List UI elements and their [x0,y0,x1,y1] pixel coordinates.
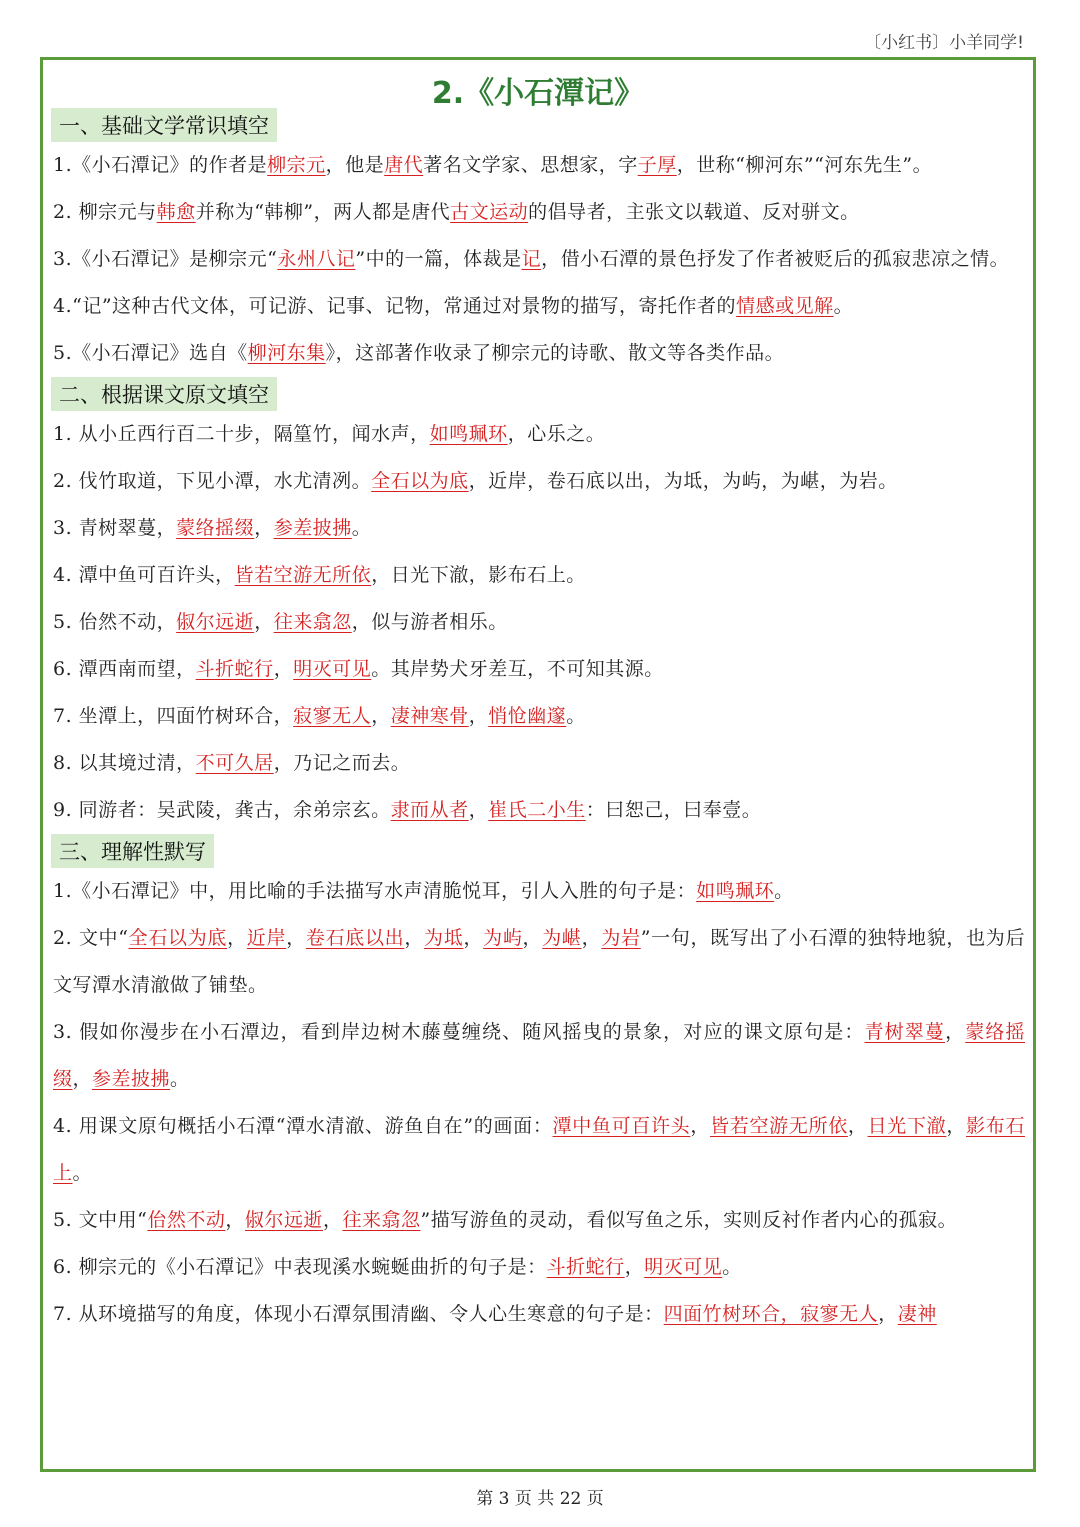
question-text: 。 [833,295,854,317]
question-text: ”一句，既写出了小石潭的独特地貌，也为后文写潭水清澈做了铺垫。 [53,927,1025,996]
answer-text: 明灭可见 [293,658,372,680]
answer-text: 情感或见解 [736,295,834,317]
question-text: ，世称“柳河东”“河东先生”。 [676,154,933,176]
question-text: ， [463,927,484,949]
answer-text: 崔氏二小生 [488,799,586,821]
question-text: ， [254,611,274,633]
answer-text: 古文运动 [450,201,529,223]
question-text: 5. 文中用“ [53,1209,148,1231]
question-text: 1.《小石潭记》的作者是 [53,154,268,176]
answer-text: 永州八记 [277,248,356,270]
answer-text: 全石以为底 [371,470,469,492]
answer-text: 凄神寒骨 [390,705,469,727]
answer-text: 俶尔远逝 [176,611,255,633]
question-text: 7. 坐潭上，四面竹树环合， [53,705,294,727]
answer-text: 为嵁 [542,927,582,949]
question-item [53,142,1025,189]
answer-text: 寂寥无人 [293,705,372,727]
question-text: ， [273,658,294,680]
question-item [53,1244,1025,1291]
answer-text: 往来翕忽 [273,611,352,633]
question-item [53,283,1025,330]
question-text: 5.《小石潭记》选自《 [53,342,248,364]
question-text: 。 [566,705,586,727]
answer-text: 韩愈 [156,201,196,223]
answer-text: 蒙络摇缀 [176,517,255,539]
question-text: ， [468,799,489,821]
answer-text: 如鸣珮环 [696,880,775,902]
question-text: 的倡导者，主张文以载道、反对骈文。 [528,201,860,223]
question-text: 9. 同游者：吴武陵，龚古，余弟宗玄。 [53,799,391,821]
question-item [53,740,1025,787]
question-text: ，日光下澈，影布石上。 [371,564,586,586]
question-text: 。 [774,880,794,902]
question-text: ， [227,927,247,949]
question-text: ， [225,1209,245,1231]
question-text: ，乃记之而去。 [273,752,411,774]
answer-text: 俶尔远逝 [244,1209,323,1231]
question-text: ，借小石潭的景色抒发了作者被贬后的孤寂悲凉之情。 [541,248,1010,270]
question-text: 2. 伐竹取道，下见小潭，水尤清冽。 [53,470,372,492]
question-text: 3. 假如你漫步在小石潭边，看到岸边树木藤蔓缠绕、随风摇曳的景象，对应的课文原句是： [53,1021,865,1043]
question-text: 。其岸势犬牙差互，不可知其源。 [371,658,664,680]
section-heading: 三、理解性默写 [51,834,214,868]
question-text: 6. 柳宗元的《小石潭记》中表现溪水蜿蜒曲折的句子是： [53,1256,547,1278]
question-item [53,1103,1025,1197]
answer-text: 参差披拂 [92,1068,171,1090]
answer-text: 皆若空游无所依 [710,1115,848,1137]
section-2-list [43,411,1033,834]
question-text: ， [522,927,543,949]
question-text: 6. 潭西南而望， [53,658,196,680]
section-3 [43,834,1033,1338]
question-text: ”描写游鱼的灵动，看似写鱼之乐，实则反衬作者内心的孤寂。 [420,1209,958,1231]
question-text: ， [371,705,391,727]
answer-text: 为岩 [601,927,641,949]
question-item [53,505,1025,552]
question-text: ， [404,927,425,949]
question-text: 4. 潭中鱼可百许头， [53,564,235,586]
question-text: 3.《小石潭记》是柳宗元“ [53,248,278,270]
answer-text: 往来翕忽 [342,1209,421,1231]
question-text: 。 [170,1068,190,1090]
section-1-list [43,142,1033,377]
question-text: ， [945,1021,966,1043]
answer-text: 柳河东集 [247,342,326,364]
answer-text: 柳宗元 [267,154,326,176]
page-title: 2.《小石潭记》 [431,76,645,111]
question-text: ， [286,927,306,949]
answer-text: 四面竹树环合，寂寥无人 [663,1303,879,1325]
question-item [53,552,1025,599]
answer-text: 影布石上 [53,1115,1025,1184]
question-text: ， [624,1256,645,1278]
question-item [53,599,1025,646]
answer-text: 参差披拂 [273,517,352,539]
question-item [53,330,1025,377]
section-2 [43,377,1033,834]
question-text: 1. 从小丘西行百二十步，隔篁竹，闻水声， [53,423,430,445]
question-text: ， [690,1115,711,1137]
question-text: 1.《小石潭记》中，用比喻的手法描写水声清脆悦耳，引人入胜的句子是： [53,880,697,902]
question-text: 2. 柳宗元与 [53,201,157,223]
header-note: 〔小红书〕小羊同学! [864,33,1024,53]
question-text: 著名文学家、思想家，字 [423,154,638,176]
question-text: 5. 佁然不动， [53,611,177,633]
answer-text: 不可久居 [195,752,274,774]
answer-text: 青树翠蔓 [864,1021,946,1043]
question-text: ，近岸，卷石底以出，为坻，为屿，为嵁，为岩。 [468,470,898,492]
question-text: ，他是 [325,154,385,176]
question-text: 。 [72,1162,93,1184]
question-item [53,1009,1025,1103]
question-text: ， [468,705,489,727]
question-item [53,915,1025,1009]
section-3-list [43,868,1033,1338]
question-text: ”中的一篇，体裁是 [355,248,522,270]
question-text: 4.“记”这种古代文体，可记游、记事、记物，常通过对景物的描写，寄托作者的 [53,295,737,317]
answer-text: 卷石底以出 [305,927,405,949]
question-text: 》，这部著作收录了柳宗元的诗歌、散文等各类作品。 [325,342,785,364]
question-item [53,646,1025,693]
question-item [53,1291,1025,1338]
question-text: ，心乐之。 [507,423,606,445]
question-text: ， [878,1303,898,1325]
question-item [53,1197,1025,1244]
question-text: ， [254,517,274,539]
answer-text: 日光下澈 [867,1115,947,1137]
answer-text: 蒙络摇缀 [53,1021,1025,1090]
answer-text: 子厚 [637,154,677,176]
question-text: 3. 青树翠蔓， [53,517,177,539]
answer-text: 全石以为底 [128,927,228,949]
question-text: ， [581,927,602,949]
answer-text: 隶而从者 [390,799,469,821]
answer-text: 记 [521,248,542,270]
question-item [53,236,1025,283]
answer-text: 为坻 [424,927,464,949]
answer-text: 近岸 [246,927,287,949]
question-item [53,787,1025,834]
question-text: 2. 文中“ [53,927,129,949]
answer-text: 斗折蛇行 [546,1256,625,1278]
question-item [53,693,1025,740]
question-text: ：曰恕己，曰奉壹。 [585,799,762,821]
question-item [53,868,1025,915]
question-text: ， [847,1115,868,1137]
section-heading: 一、基础文学常识填空 [51,108,277,142]
answer-text: 皆若空游无所依 [234,564,372,586]
question-text: 8. 以其境过清， [53,752,196,774]
question-text: ， [946,1115,967,1137]
question-text: 并称为“韩柳”，两人都是唐代 [195,201,451,223]
page-footer: 第 3 页 共 22 页 [476,1489,604,1509]
answer-text: 斗折蛇行 [195,658,274,680]
section-heading: 二、根据课文原文填空 [51,377,277,411]
answer-text: 唐代 [384,154,424,176]
question-item [53,411,1025,458]
question-text: 4. 用课文原句概括小石潭“潭水清澈、游鱼自在”的画面： [53,1115,553,1137]
question-item [53,189,1025,236]
question-text: ， [322,1209,343,1231]
question-text: 7. 从环境描写的角度，体现小石潭氛围清幽、令人心生寒意的句子是： [53,1303,664,1325]
question-text: 。 [351,517,372,539]
content-frame [40,57,1036,1472]
answer-text: 如鸣珮环 [429,423,508,445]
question-text: 。 [722,1256,742,1278]
question-item [53,458,1025,505]
answer-text: 明灭可见 [644,1256,723,1278]
section-1 [43,108,1033,377]
answer-text: 潭中鱼可百许头 [552,1115,691,1137]
question-text: ，似与游者相乐。 [351,611,508,633]
answer-text: 凄神 [897,1303,937,1325]
answer-text: 佁然不动 [147,1209,226,1231]
answer-text: 悄怆幽邃 [488,705,567,727]
question-text: ， [72,1068,93,1090]
answer-text: 为屿 [483,927,523,949]
